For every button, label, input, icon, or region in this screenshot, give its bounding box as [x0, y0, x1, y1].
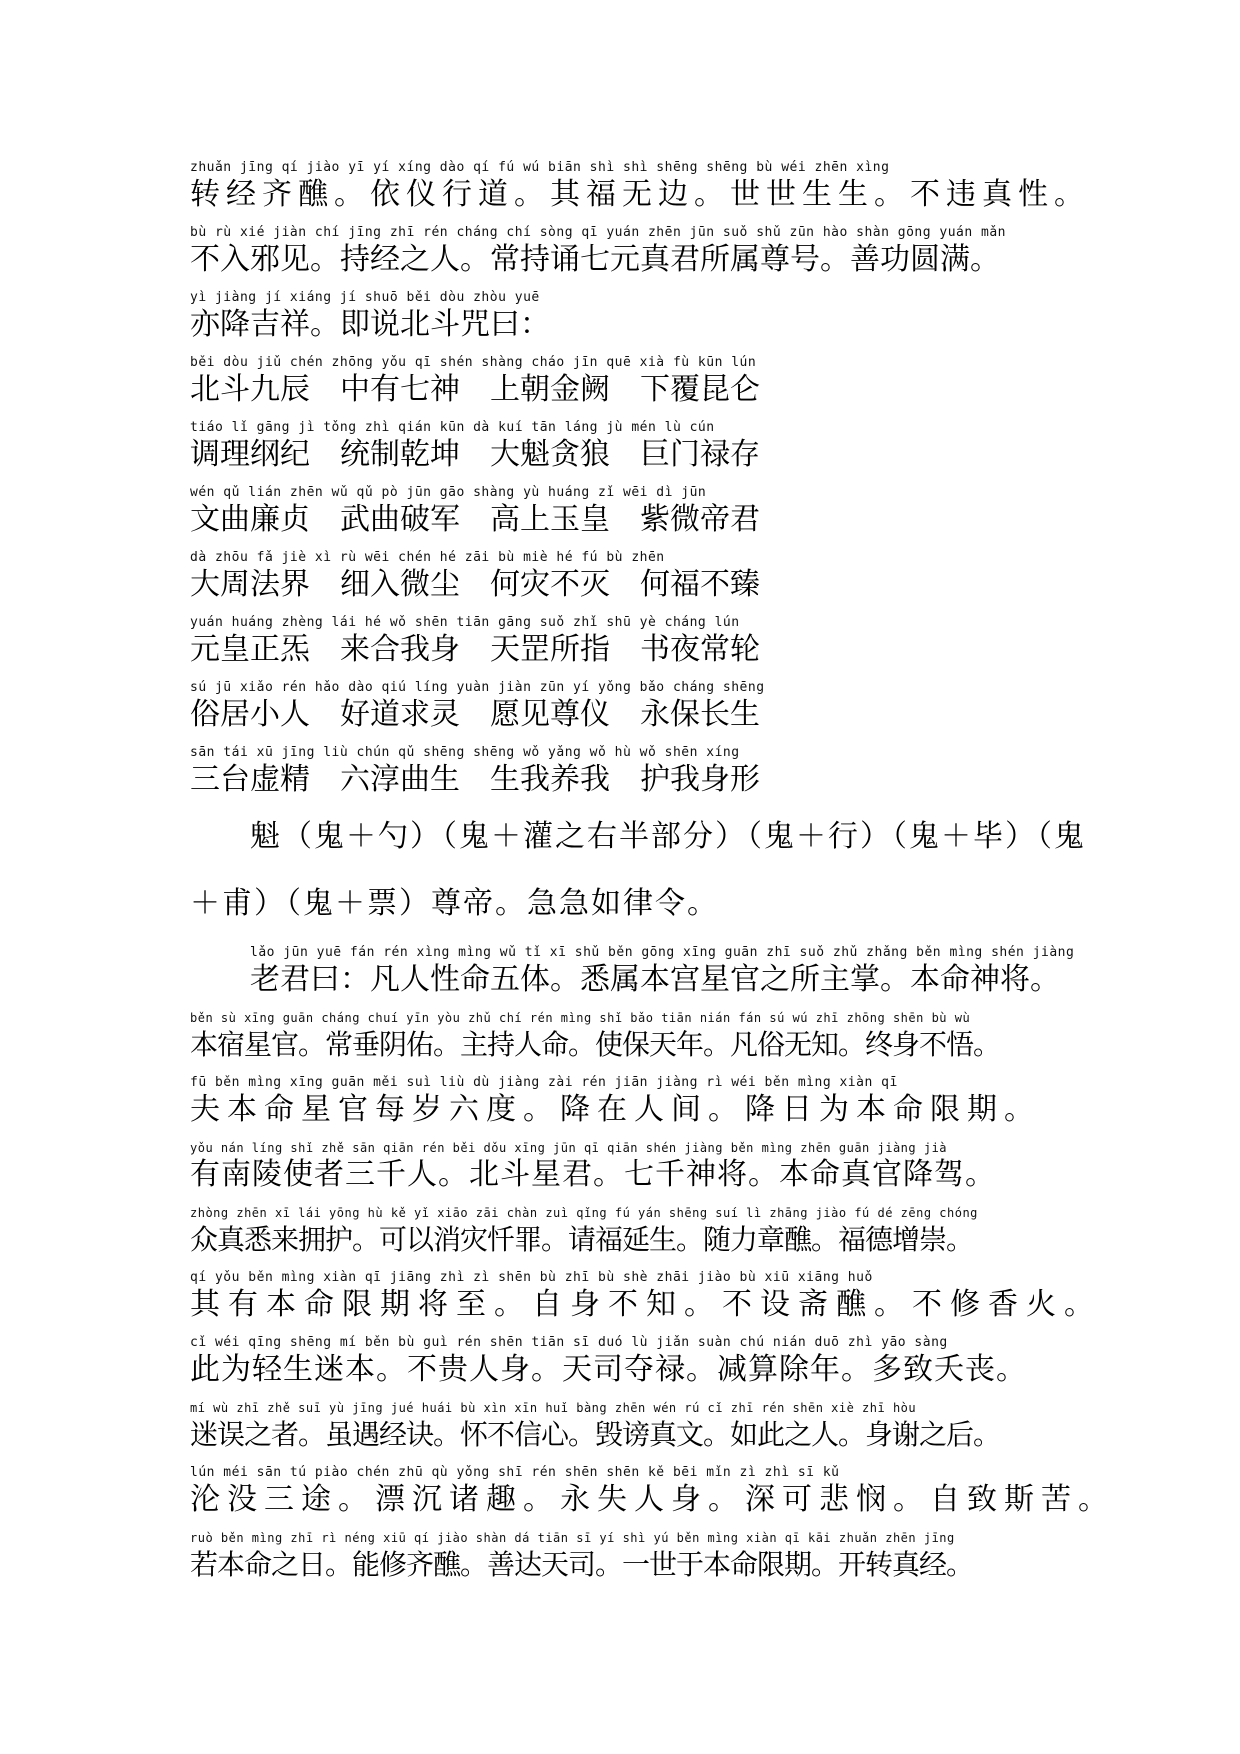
text-line — [190, 615, 760, 669]
hanzi-line: 北斗九辰 中有七神 上朝金阙 下覆昆仑 — [190, 372, 760, 407]
pinyin-line: tiáo lǐ gāng jì tǒng zhì qián kūn dà kuí tān láng jù mén lù cún — [190, 420, 715, 435]
pinyin-line: zhuǎn jīng qí jiào yī yí xíng dào qí fú wú biān shì shì shēng shēng bù wéi zhēn xìng — [190, 160, 890, 175]
hanzi-line: 转经齐醮。依仪行道。其福无边。世世生生。不违真性。 — [190, 177, 1090, 212]
hanzi-line: 元皇正炁 来合我身 天罡所指 书夜常轮 — [190, 632, 760, 667]
text-line — [190, 420, 760, 474]
pinyin-line: lǎo jūn yuē fán rén xìng mìng wǔ tǐ xī shǔ běn gōng xīng guān zhī suǒ zhǔ zhǎng běn mìng shén jiàng — [250, 945, 1075, 960]
text-line — [190, 160, 1090, 214]
hanzi-line: 老君曰：凡人性命五体。悉属本宫星官之所主掌。本命神将。 — [250, 962, 1060, 997]
pinyin-line: wén qǔ lián zhēn wǔ qǔ pò jūn gāo shàng yù huáng zǐ wēi dì jūn — [190, 485, 707, 500]
pinyin-line: zhòng zhēn xī lái yōng hù kě yǐ xiāo zāi chàn zuì qǐng fú yán shēng suí lì zhāng jiào fú dé zēng chóng — [190, 1206, 978, 1220]
text-line — [190, 485, 760, 539]
text-line — [250, 945, 1074, 999]
hanzi-line: 不入邪见。持经之人。常持诵七元真君所属尊号。善功圆满。 — [190, 242, 1000, 277]
text-line — [190, 355, 760, 409]
paragraph-line: ＋甫）（鬼＋票）尊帝。急急如律令。 — [190, 886, 719, 921]
pinyin-line: sú jū xiǎo rén hǎo dào qiú líng yuàn jiàn zūn yí yǒng bǎo cháng shēng — [190, 680, 765, 695]
text-line — [190, 1075, 1041, 1129]
paragraph-line: 魁（鬼＋勺）（鬼＋灌之右半部分）（鬼＋行）（鬼＋毕）（鬼 — [250, 819, 1086, 854]
hanzi-line: 沦没三途。漂沉诸趣。永失人身。深可悲悯。自致斯苦。 — [190, 1482, 1115, 1517]
hanzi-line: 大周法界 细入微尘 何灾不灭 何福不臻 — [190, 567, 760, 602]
hanzi-line: 迷误之者。虽遇经诀。怀不信心。毁谤真文。如此之人。身谢之后。 — [190, 1418, 1001, 1451]
pinyin-line: běn sù xīng guān cháng chuí yīn yòu zhǔ chí rén mìng shǐ bǎo tiān nián fán sú wú zhī zhōng shēn bù wù — [190, 1011, 971, 1025]
hanzi-line: 文曲廉贞 武曲破军 高上玉皇 紫微帝君 — [190, 502, 760, 537]
hanzi-line: 众真悉来拥护。可以消灾忏罪。请福延生。随力章醮。福德增崇。 — [190, 1223, 974, 1256]
pinyin-line: ruò běn mìng zhī rì néng xiū qí jiào shàn dá tiān sī yí shì yú běn mìng xiàn qī kāi zhuǎn zhēn jīng — [190, 1531, 955, 1545]
text-line — [190, 680, 765, 734]
hanzi-line: 此为轻生迷本。不贵人身。天司夺禄。减算除年。多致夭丧。 — [190, 1352, 1027, 1387]
pinyin-line: lún méi sān tú piào chén zhū qù yǒng shī rén shēn shēn kě bēi mǐn zì zhì sī kǔ — [190, 1465, 840, 1480]
text-line — [190, 1205, 978, 1259]
pinyin-line: bù rù xié jiàn chí jīng zhī rén cháng chí sòng qī yuán zhēn jūn suǒ shǔ zūn hào shàn gōng yuán mǎn — [190, 225, 1007, 240]
hanzi-line: 有南陵使者三千人。北斗星君。七千神将。本命真官降驾。 — [190, 1157, 996, 1192]
text-line — [190, 1400, 1000, 1454]
hanzi-line: 俗居小人 好道求灵 愿见尊仪 永保长生 — [190, 697, 760, 732]
hanzi-line: 若本命之日。能修齐醮。善达天司。一世于本命限期。开转真经。 — [190, 1548, 974, 1581]
pinyin-line: cǐ wéi qīng shēng mí běn bù guì rén shēn tiān sī duó lù jiǎn suàn chú nián duō zhì yāo sàng — [190, 1335, 948, 1350]
hanzi-line: 本宿星官。常垂阴佑。主持人命。使保天年。凡俗无知。终身不悟。 — [190, 1028, 1001, 1061]
pinyin-line: yuán huáng zhèng lái hé wǒ shēn tiān gāng suǒ zhǐ shū yè cháng lún — [190, 615, 740, 630]
text-line — [190, 550, 760, 604]
text-line — [190, 1270, 1102, 1324]
text-line — [190, 1465, 1115, 1519]
hanzi-line: 三台虚精 六淳曲生 生我养我 护我身形 — [190, 762, 760, 797]
hanzi-line: 夫本命星官每岁六度。降在人间。降日为本命限期。 — [190, 1092, 1041, 1127]
text-line — [190, 1530, 973, 1584]
text-line — [190, 745, 760, 799]
text-line — [190, 1335, 1027, 1389]
pinyin-line: yì jiàng jí xiáng jí shuō běi dòu zhòu yuē — [190, 290, 540, 305]
text-line — [190, 225, 1006, 279]
hanzi-line: 其有本命限期将至。自身不知。不设斋醮。不修香火。 — [190, 1287, 1102, 1322]
pinyin-line: běi dòu jiǔ chén zhōng yǒu qī shén shàng cháo jīn quē xià fù kūn lún — [190, 355, 757, 370]
hanzi-line: 调理纲纪 统制乾坤 大魁贪狼 巨门禄存 — [190, 437, 760, 472]
pinyin-line: fū běn mìng xīng guān měi suì liù dù jiàng zài rén jiān jiàng rì wéi běn mìng xiàn qī — [190, 1075, 898, 1090]
pinyin-line: qí yǒu běn mìng xiàn qī jiāng zhì zì shēn bù zhī bù shè zhāi jiào bù xiū xiāng huǒ — [190, 1270, 873, 1285]
pinyin-line: sān tái xū jīng liù chún qǔ shēng shēng wǒ yǎng wǒ hù wǒ shēn xíng — [190, 745, 740, 760]
text-line — [190, 290, 550, 344]
text-line — [190, 1010, 1000, 1064]
pinyin-line: yǒu nán líng shǐ zhě sān qiān rén běi dǒu xīng jūn qī qiān shén jiàng běn mìng zhēn guān jiàng jià — [190, 1141, 948, 1155]
pinyin-line: dà zhōu fǎ jiè xì rù wēi chén hé zāi bù miè hé fú bù zhēn — [190, 550, 665, 565]
text-line — [190, 1140, 996, 1194]
hanzi-line: 亦降吉祥。即说北斗咒曰： — [190, 307, 550, 342]
pinyin-line: mí wù zhī zhě suī yù jīng jué huái bù xìn xīn huǐ bàng zhēn wén rú cǐ zhī rén shēn xiè zhī hòu — [190, 1401, 917, 1415]
